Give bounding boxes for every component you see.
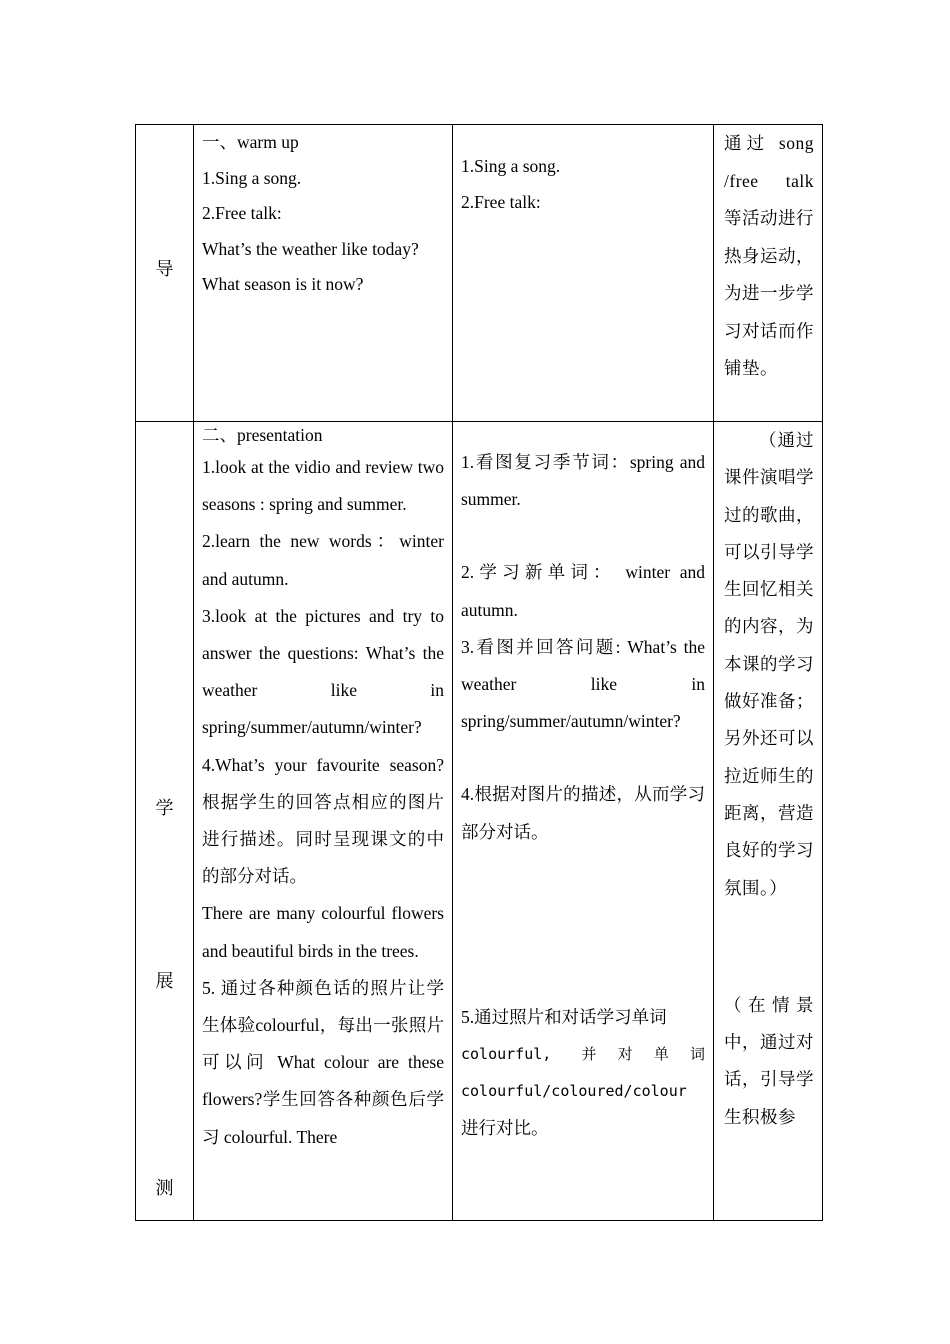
student-line: 进行对比。 xyxy=(461,1118,549,1139)
stage-cell xyxy=(136,125,194,422)
student-line: 5.通过照片和对话学习单词 xyxy=(461,1006,667,1027)
stage-cell xyxy=(136,422,194,1221)
teacher-line: There are many colourful flowers and beautiful birds in the trees. xyxy=(202,903,444,961)
teacher-line: 2.Free talk: xyxy=(202,203,282,223)
teacher-activity-cell xyxy=(194,422,453,1221)
teacher-line: 1.look at the vidio and review two seasons : spring and summer. xyxy=(202,457,444,515)
purpose-text: 通过 song /free talk 等活动进行热身运动，为进一步学习对话而作铺垫。 xyxy=(724,133,814,378)
student-line: 2.学习新单词： winter and autumn. xyxy=(461,562,705,620)
student-line: 4.根据对图片的描述，从而学习部分对话。 xyxy=(461,784,705,842)
student-line-mono: colourful, 并对单词 colourful/coloured/colour xyxy=(461,1045,705,1101)
teacher-line: 4.What’s your favourite season? 根据学生的回答点相应的图片进行描述。同时呈现课文的中的部分对话。 xyxy=(202,754,444,887)
purpose-text: （在情景中，通过对话，引导学生积极参 xyxy=(724,994,814,1127)
table-row xyxy=(136,125,823,422)
purpose-cell xyxy=(714,125,823,422)
purpose-cell xyxy=(714,422,823,1221)
stage-label: 测 xyxy=(155,1178,174,1198)
teacher-line: What season is it now? xyxy=(202,274,364,294)
teacher-line: 5. 通过各种颜色话的照片让学生体验colourful，每出一张照片可以问 What colour are these flowers?学生回答各种颜色后学习 colourful. There xyxy=(202,977,444,1147)
table-row xyxy=(136,422,823,1221)
teacher-line: 1.Sing a song. xyxy=(202,167,302,188)
stage-label: 导 xyxy=(155,259,174,279)
student-line: 1.Sing a song. xyxy=(461,156,561,176)
student-line: 2.Free talk: xyxy=(461,191,541,212)
teacher-line: What’s the weather like today? xyxy=(202,238,419,259)
teacher-line: 2.learn the new words：winter and autumn. xyxy=(202,531,444,589)
student-activity-cell xyxy=(453,125,714,422)
lesson-plan-table xyxy=(135,124,823,1221)
teacher-line: 3.look at the pictures and try to answer the questions: What’s the weather like in spring/summer/autumn/winter? xyxy=(202,605,444,738)
student-activity-cell xyxy=(453,422,714,1221)
stage-label: 展 xyxy=(155,971,174,991)
purpose-text: （通过课件演唱学过的歌曲，可以引导学生回忆相关的内容，为本课的学习做好准备；另外还可以拉近师生的距离，营造良好的学习氛围。） xyxy=(724,430,814,898)
teacher-line: 一、warm up xyxy=(202,132,299,152)
student-line: 3.看图并回答问题: What’s the weather like in spring/summer/autumn/winter? xyxy=(461,636,705,732)
teacher-activity-cell xyxy=(194,125,453,422)
teacher-line: 二、presentation xyxy=(202,425,323,445)
student-line: 1.看图复习季节词：spring and summer. xyxy=(461,452,705,510)
stage-label: 学 xyxy=(155,798,174,818)
